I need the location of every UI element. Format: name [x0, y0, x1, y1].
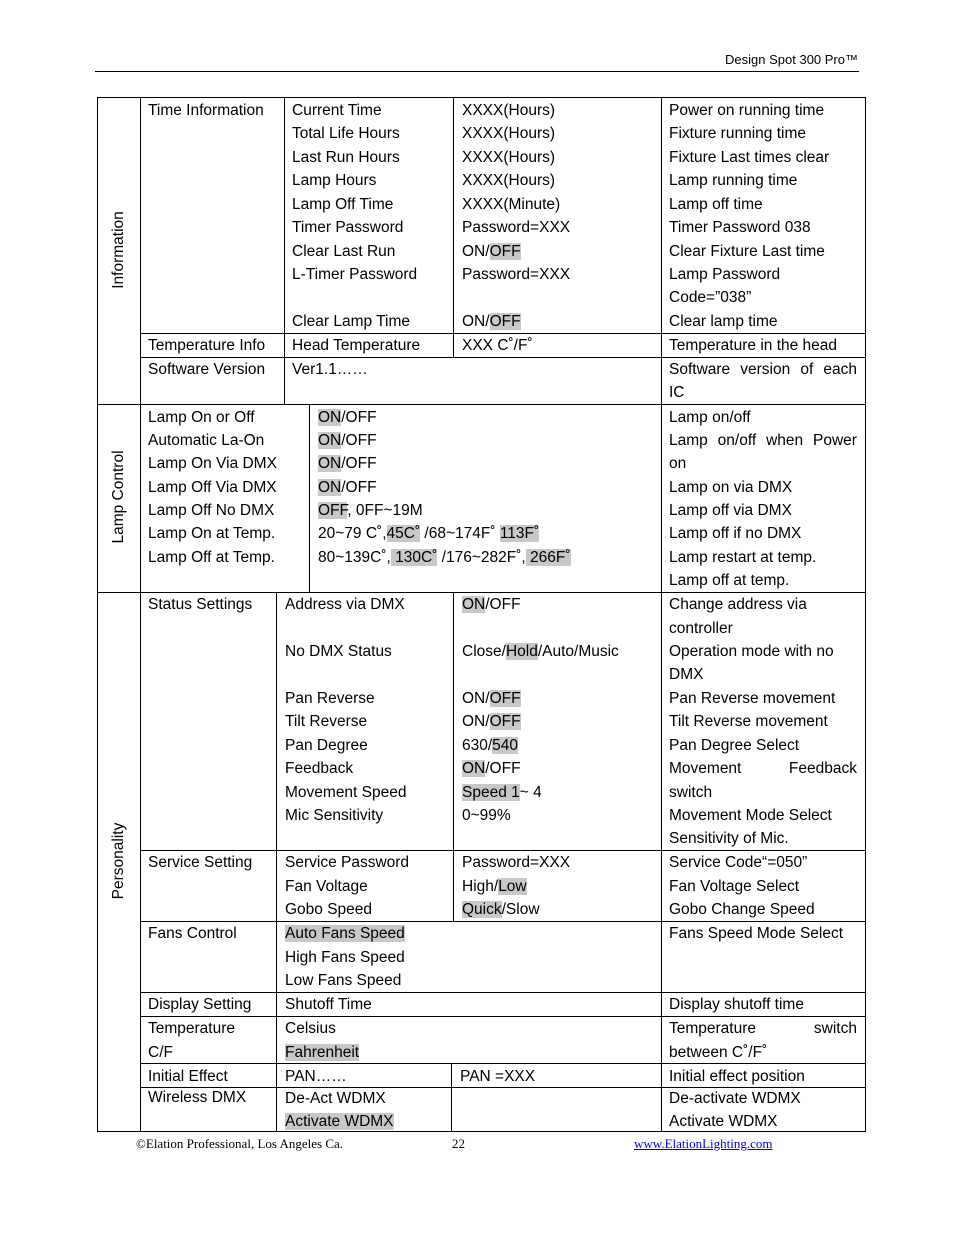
personality-desc: switch [669, 784, 713, 801]
info-item: Total Life Hours [292, 125, 400, 142]
header-rule [95, 71, 859, 72]
personality-value: Password=XXX [462, 854, 571, 871]
info-desc: Fixture running time [669, 125, 806, 142]
info-item: Timer Password [292, 219, 404, 236]
info-value: XXXX(Minute) [462, 196, 561, 213]
personality-item: Gobo Speed [285, 901, 373, 918]
personality-item: Tilt Reverse [285, 713, 368, 730]
row-label-temperature-cf: C/F [148, 1044, 173, 1061]
info-item: L-Timer Password [292, 266, 418, 283]
info-item: Lamp Hours [292, 172, 377, 189]
lamp-desc: Lamp off at temp. [669, 572, 790, 589]
info-desc: Software version of each [669, 361, 857, 378]
info-value: Ver1.1…… [292, 361, 368, 378]
personality-desc: Sensitivity of Mic. [669, 830, 789, 847]
personality-desc: between C˚/F˚ [669, 1044, 768, 1061]
section-label-personality: Personality [110, 822, 127, 900]
personality-desc: Movement Feedback [669, 760, 857, 777]
personality-value: Quick/Slow [462, 901, 540, 918]
lamp-value: ON/OFF [318, 455, 377, 472]
info-value: XXXX(Hours) [462, 172, 556, 189]
lamp-item: Lamp Off Via DMX [148, 479, 277, 496]
personality-item: Feedback [285, 760, 354, 777]
personality-item: Low Fans Speed [285, 972, 402, 989]
row-label-temperature-info: Temperature Info [148, 337, 266, 354]
lamp-value: ON/OFF [318, 432, 377, 449]
personality-value: 0~99% [462, 807, 511, 824]
personality-desc: Gobo Change Speed [669, 901, 815, 918]
personality-desc: Fans Speed Mode Select [669, 925, 844, 942]
info-desc: Timer Password 038 [669, 219, 811, 236]
personality-item: Fahrenheit [285, 1044, 360, 1061]
lamp-desc: on [669, 455, 687, 472]
lamp-item: Lamp On or Off [148, 409, 255, 426]
personality-item: Fan Voltage [285, 878, 368, 895]
personality-item: Pan Reverse [285, 690, 375, 707]
footer-website-link[interactable]: www.ElationLighting.com [634, 1136, 773, 1151]
row-label-display-setting: Display Setting [148, 996, 252, 1013]
lamp-desc: Lamp restart at temp. [669, 549, 817, 566]
personality-desc: DMX [669, 666, 704, 683]
info-item: Clear Last Run [292, 243, 396, 260]
personality-desc: Temperature switch [669, 1020, 857, 1037]
personality-value: Close/Hold/Auto/Music [462, 643, 619, 660]
info-desc: IC [669, 384, 685, 401]
document-header-title: Design Spot 300 Pro™ [725, 52, 858, 67]
personality-desc: Pan Reverse movement [669, 690, 836, 707]
personality-desc: controller [669, 620, 733, 637]
info-item: Current Time [292, 102, 382, 119]
info-item: Head Temperature [292, 337, 421, 354]
row-label-temperature: Temperature [148, 1020, 236, 1037]
personality-value: ON/OFF [462, 690, 521, 707]
personality-desc: Tilt Reverse movement [669, 713, 828, 730]
info-value: XXXX(Hours) [462, 125, 556, 142]
personality-item: Activate WDMX [285, 1113, 394, 1130]
lamp-desc: Lamp on via DMX [669, 479, 793, 496]
personality-item: De-Act WDMX [285, 1090, 386, 1107]
row-label-fans-control: Fans Control [148, 925, 237, 942]
lamp-desc: Lamp on/off when Power [669, 432, 857, 449]
lamp-item: Lamp On Via DMX [148, 455, 277, 472]
info-desc: Lamp Password [669, 266, 781, 283]
personality-item: Shutoff Time [285, 996, 372, 1013]
personality-item: Auto Fans Speed [285, 925, 405, 942]
info-value: ON/OFF [462, 243, 521, 260]
lamp-item: Lamp On at Temp. [148, 525, 276, 542]
info-desc: Clear Fixture Last time [669, 243, 825, 260]
personality-item: Movement Speed [285, 784, 407, 801]
personality-item: PAN…… [285, 1068, 347, 1085]
personality-desc: Display shutoff time [669, 996, 804, 1013]
row-label-software-version: Software Version [148, 361, 266, 378]
info-value: XXXX(Hours) [462, 102, 556, 119]
personality-value: 630/540 [462, 737, 519, 754]
lamp-item: Lamp Off at Temp. [148, 549, 275, 566]
personality-desc: Initial effect position [669, 1068, 805, 1085]
info-value: XXX C˚/F˚ [462, 337, 533, 354]
personality-desc: Pan Degree Select [669, 737, 800, 754]
info-value: Password=XXX [462, 266, 571, 283]
personality-desc: De-activate WDMX [669, 1090, 801, 1107]
personality-desc: Movement Mode Select [669, 807, 832, 824]
page-number: 22 [452, 1136, 465, 1151]
info-desc: Clear lamp time [669, 313, 778, 330]
footer-copyright: ©Elation Professional, Los Angeles Ca. [136, 1136, 344, 1151]
info-desc: Code=”038” [669, 289, 752, 306]
lamp-value: 80~139C˚, 130C˚ /176~282F˚, 266F˚ [318, 549, 571, 566]
personality-desc: Change address via [669, 596, 807, 613]
section-label-lamp-control: Lamp Control [110, 450, 127, 544]
personality-value: PAN =XXX [460, 1068, 536, 1085]
row-label-wireless-dmx: Wireless DMX [148, 1089, 247, 1106]
info-value: Password=XXX [462, 219, 571, 236]
info-desc: Lamp off time [669, 196, 763, 213]
personality-desc: Activate WDMX [669, 1113, 778, 1130]
lamp-item: Automatic La-On [148, 432, 265, 449]
personality-desc: Operation mode with no [669, 643, 834, 660]
info-value: ON/OFF [462, 313, 521, 330]
personality-desc: Fan Voltage Select [669, 878, 800, 895]
personality-item: No DMX Status [285, 643, 392, 660]
row-label-time-information: Time Information [148, 102, 264, 119]
info-desc: Power on running time [669, 102, 825, 119]
row-label-status-settings: Status Settings [148, 596, 253, 613]
personality-item: High Fans Speed [285, 949, 405, 966]
lamp-value: ON/OFF [318, 409, 377, 426]
lamp-desc: Lamp off if no DMX [669, 525, 802, 542]
personality-item: Celsius [285, 1020, 336, 1037]
personality-value: Speed 1~ 4 [462, 784, 542, 801]
lamp-item: Lamp Off No DMX [148, 502, 275, 519]
info-value: XXXX(Hours) [462, 149, 556, 166]
info-desc: Lamp running time [669, 172, 798, 189]
personality-value: ON/OFF [462, 760, 521, 777]
row-label-initial-effect: Initial Effect [148, 1068, 228, 1085]
personality-item: Pan Degree [285, 737, 368, 754]
section-label-information: Information [110, 211, 127, 289]
lamp-value: 20~79 C˚,45C˚ /68~174F˚ 113F˚ [318, 525, 540, 542]
info-item: Clear Lamp Time [292, 313, 411, 330]
info-desc: Temperature in the head [669, 337, 838, 354]
info-desc: Fixture Last times clear [669, 149, 830, 166]
lamp-value: ON/OFF [318, 479, 377, 496]
info-item: Lamp Off Time [292, 196, 394, 213]
personality-value: High/Low [462, 878, 527, 895]
personality-item: Address via DMX [285, 596, 405, 613]
personality-item: Mic Sensitivity [285, 807, 384, 824]
info-item: Last Run Hours [292, 149, 400, 166]
lamp-desc: Lamp off via DMX [669, 502, 792, 519]
personality-value: ON/OFF [462, 596, 521, 613]
lamp-desc: Lamp on/off [669, 409, 751, 426]
lamp-value: OFF, 0FF~19M [318, 502, 423, 519]
row-label-service-setting: Service Setting [148, 854, 253, 871]
personality-item: Service Password [285, 854, 410, 871]
personality-value: ON/OFF [462, 713, 521, 730]
personality-desc: Service Code“=050” [669, 854, 808, 871]
